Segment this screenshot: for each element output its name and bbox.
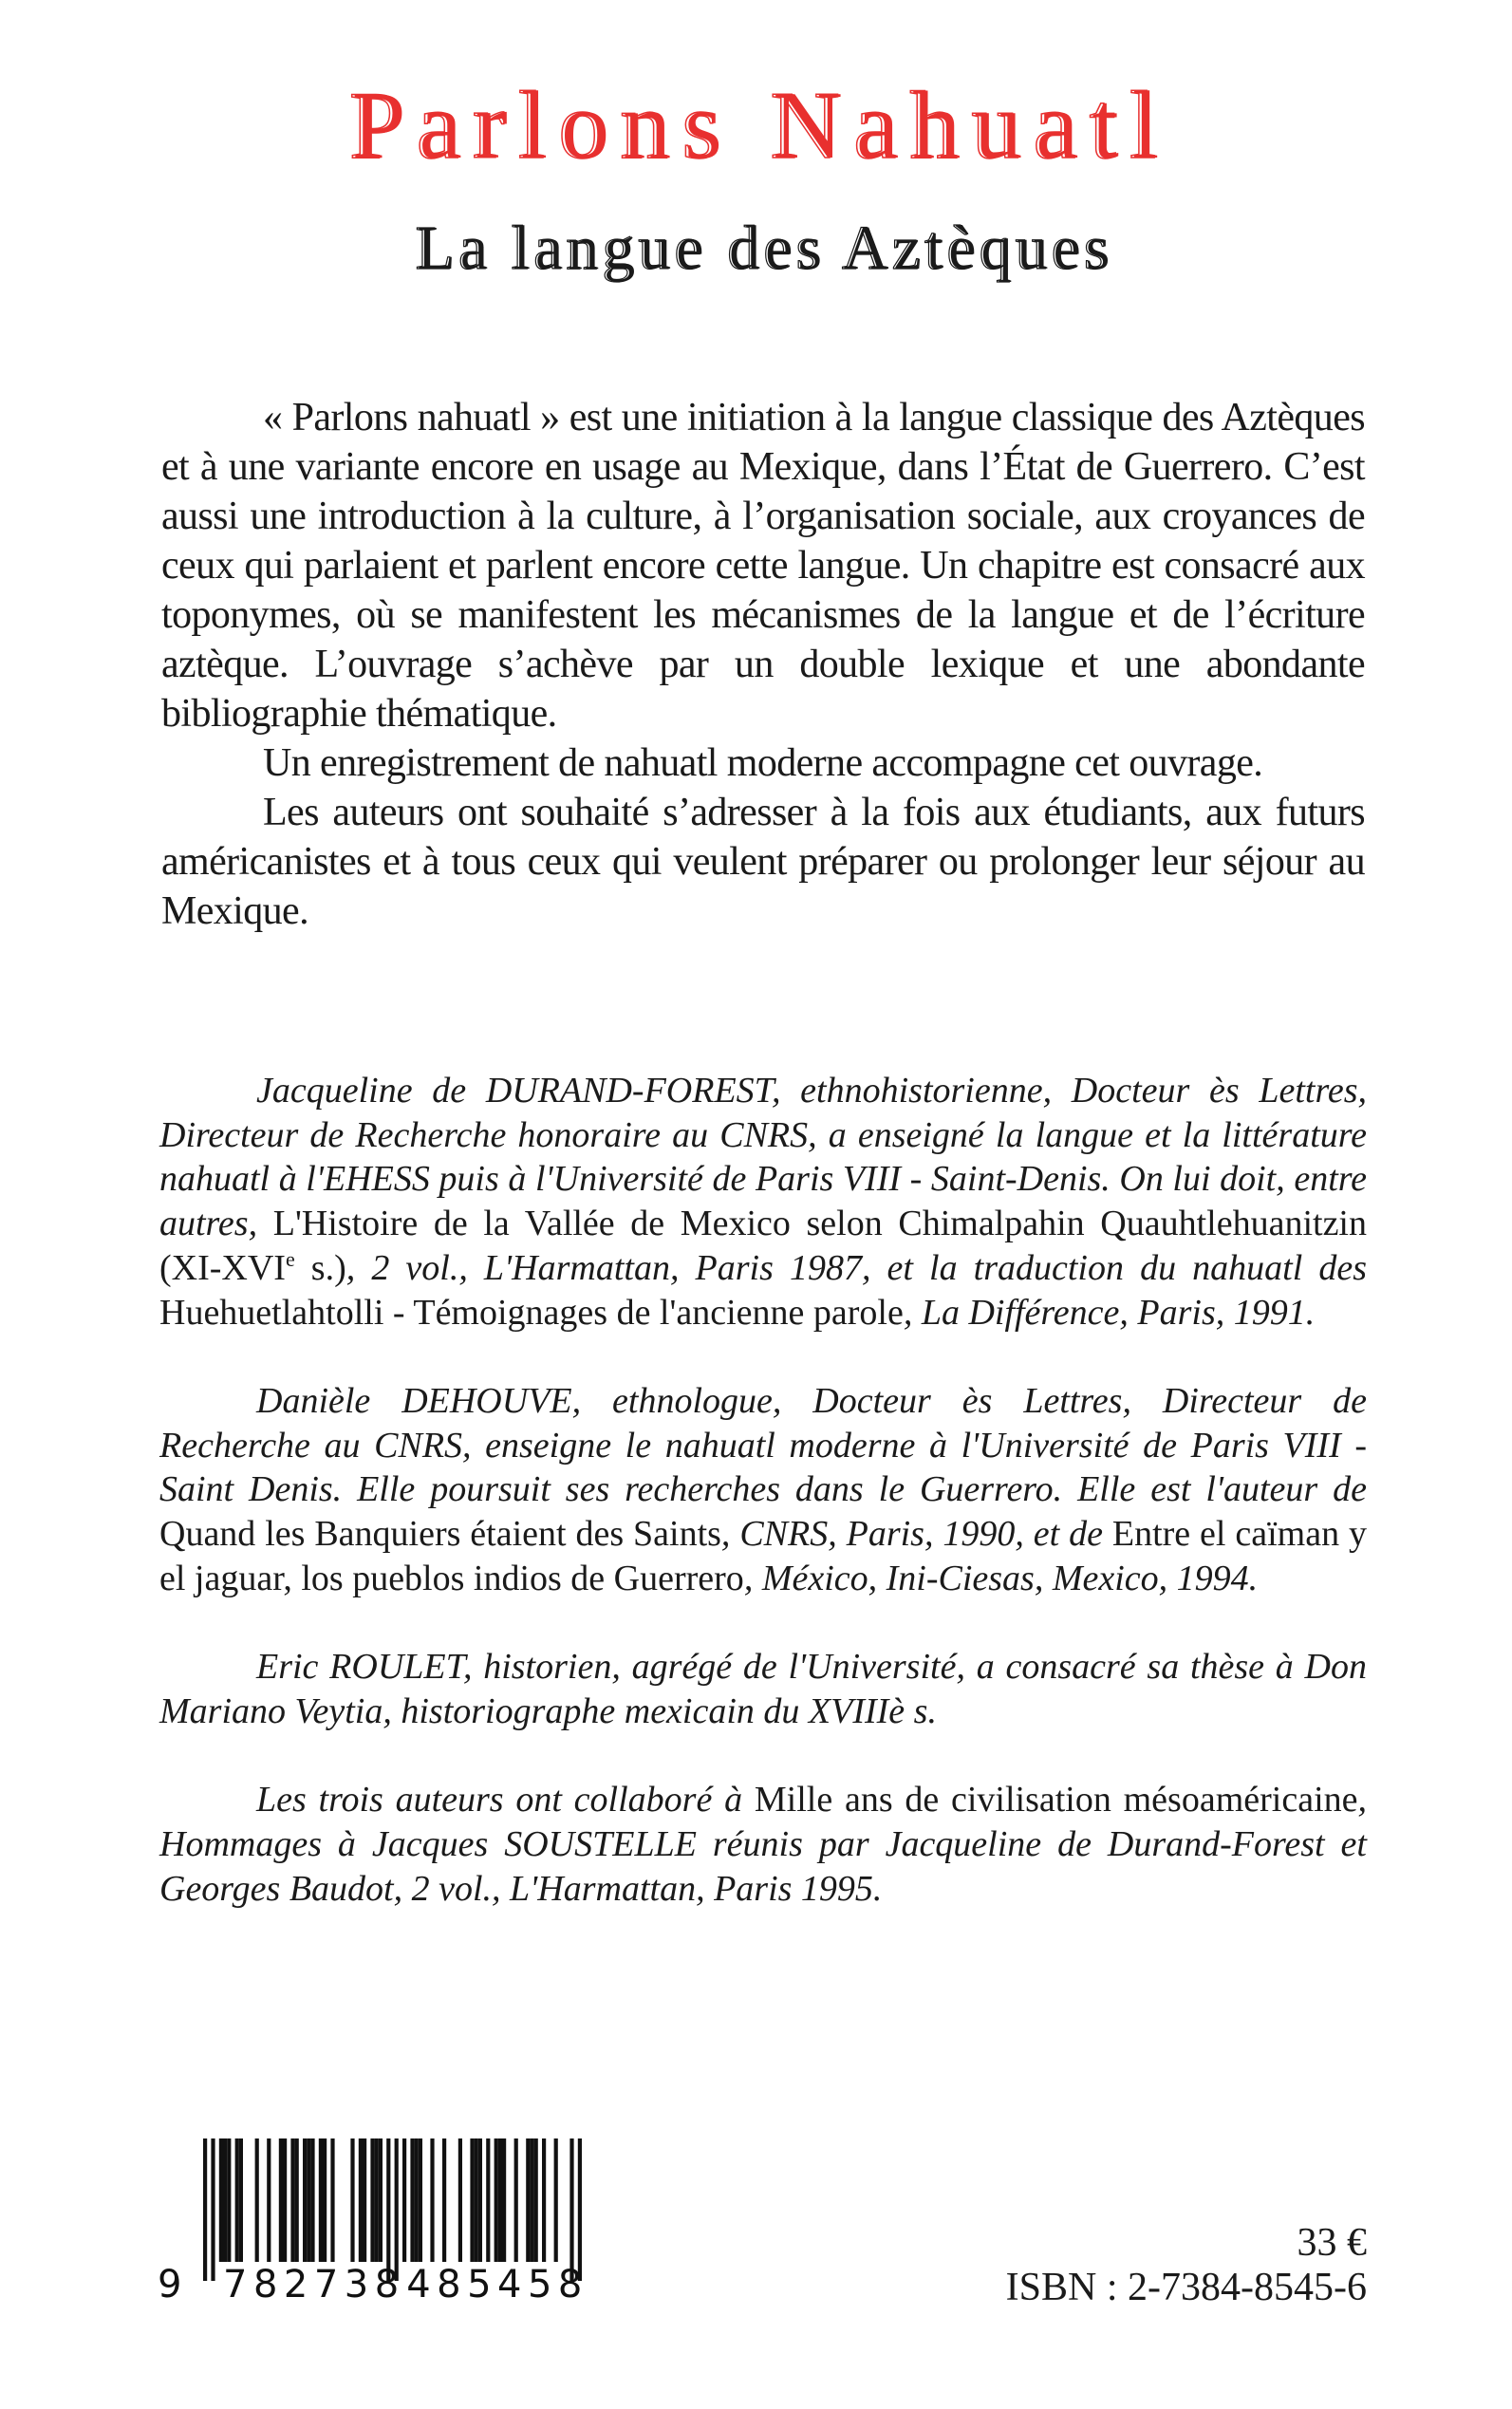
blurb bbox=[161, 393, 1365, 936]
author-bio: Danièle DEHOUVE, ethnologue, Docteur ès Lettres, Directeur de Recherche au CNRS, enseigne le nahuatl moderne à l'Université de Paris VIII - Saint Denis. Elle poursuit ses recherches dans le Guerrero. Elle est l'auteur de Quand les Banquiers étaient des Saints, CNRS, Paris, 1990, et de Entre el caïman y el jaguar, los pueblos indios de Guerrero, México, Ini-Ciesas, Mexico, 1994. bbox=[159, 1380, 1367, 1598]
book-subtitle: La langue des Aztèques bbox=[415, 214, 1113, 283]
svg-text:9: 9 bbox=[158, 2263, 182, 2306]
price: 33 € bbox=[1297, 2221, 1367, 2265]
book-title: Parlons Nahuatl bbox=[348, 72, 1170, 179]
svg-text:782738: 782738 bbox=[223, 2263, 405, 2306]
author-bios bbox=[159, 1069, 1367, 1955]
barcode-bars bbox=[152, 2136, 598, 2306]
author-bio: Les trois auteurs ont collaboré à Mille ans de civilisation mésoaméricaine, Hommages à Jacques SOUSTELLE réunis par Jacqueline de Durand-Forest et Georges Baudot, 2 vol., L'Harmattan, Paris 1995. bbox=[159, 1780, 1367, 1909]
author-bio: Eric ROULET, historien, agrégé de l'Université, a consacré sa thèse à Don Mariano Veytia, historiographe mexicain du XVIIIè s. bbox=[159, 1647, 1367, 1731]
isbn-barcode bbox=[152, 2136, 598, 2306]
blurb-paragraph: Un enregistrement de nahuatl moderne accompagne cet ouvrage. bbox=[263, 741, 1263, 785]
blurb-paragraph: Les auteurs ont souhaité s’adresser à la fois aux étudiants, aux futurs américanistes et à tous ceux qui veulent préparer ou prolonger leur séjour au Mexique. bbox=[161, 791, 1365, 933]
isbn-number: ISBN : 2-7384-8545-6 bbox=[1005, 2266, 1367, 2309]
blurb-paragraph: « Parlons nahuatl » est une initiation à la langue classique des Aztèques et à une variante encore en usage au Mexique, dans l’État de Guerrero. C’est aussi une introduction à la culture, à l’organisation sociale, aux croyances de ceux qui parlaient et parlent encore cette langue. Un chapitre est consacré aux toponymes, où se manifestent les mécanismes de la langue et de l’écriture aztèque. L’ouvrage s’achève par un double lexique et une abondante bibliographie thématique. bbox=[161, 396, 1365, 736]
author-bio: Jacqueline de DURAND-FOREST, ethnohistorienne, Docteur ès Lettres, Directeur de Recherche honoraire au CNRS, a enseigné la langue et la littérature nahuatl à l'EHESS puis à l'Université de Paris VIII - Saint-Denis. On lui doit, entre autres, L'Histoire de la Vallée de Mexico selon Chimalpahin Quauhtlehuanitzin (XI-XVIe s.), 2 vol., L'Harmattan, Paris 1987, et la traduction du nahuatl des Huehuetlahtolli - Témoignages de l'ancienne parole, La Différence, Paris, 1991. bbox=[159, 1071, 1367, 1333]
svg-text:485458: 485458 bbox=[406, 2263, 588, 2306]
